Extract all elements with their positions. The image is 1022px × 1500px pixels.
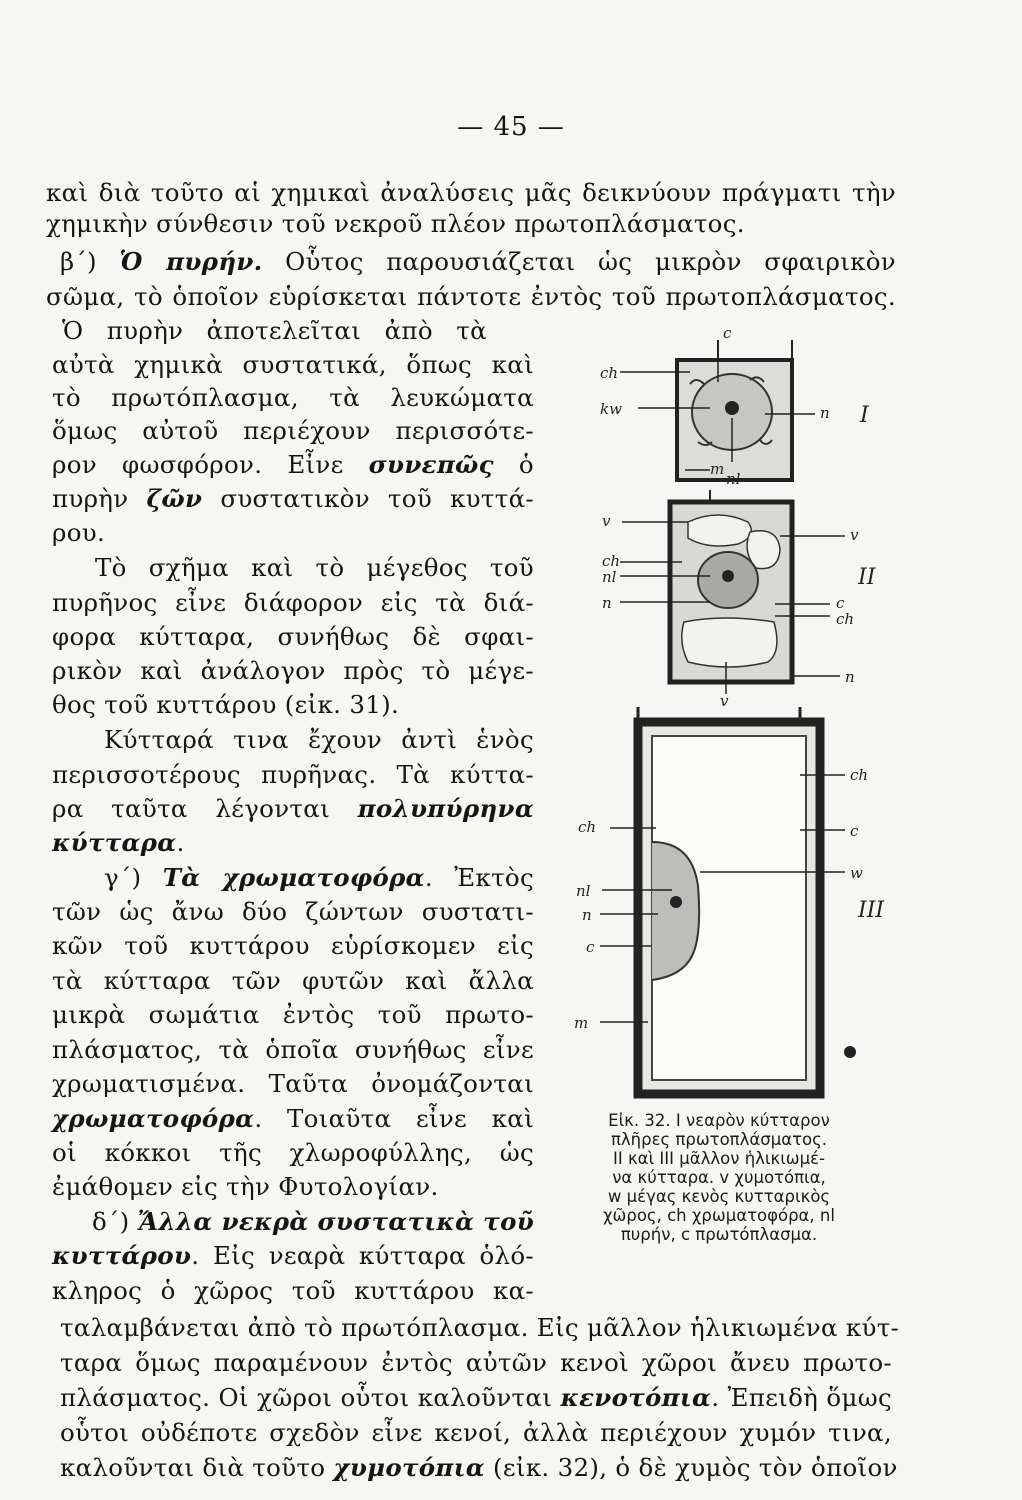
bold-term: κυττάρου [52, 1241, 192, 1270]
caption-line: πλῆρες πρωτοπλάσματος. [610, 1130, 828, 1149]
bold-term: πολυπύρηνα [357, 794, 534, 823]
text-line: οὗτοι οὐδέποτε σχεδὸν εἶνε κενοί, ἀλλὰ περιέχουν χυμόν τινα, [60, 1418, 892, 1447]
text-line: ρου. [52, 518, 106, 547]
caption-line: Εἰκ. 32. I νεαρὸν κύτταρον [608, 1111, 830, 1130]
text-line: ρικὸν καὶ ἀνάλογον πρὸς τὸ μέγε- [52, 656, 534, 685]
text-line: καὶ διὰ τοῦτο αἱ χημικαὶ ἀναλύσεις μᾶς δεικνύουν πράγματι τὴν [46, 178, 896, 207]
text-line: ὅμως αὐτοῦ περιέχουν περισσότε- [52, 416, 534, 445]
text-line: κυττάρου. Εἰς νεαρὰ κύτταρα ὁλό- [52, 1241, 534, 1270]
bold-term: κενοτόπια [560, 1383, 712, 1412]
nucleolus [722, 570, 734, 582]
text-line: χρωματοφόρα. Τοιαῦτα εἶνε καὶ [52, 1104, 534, 1133]
text-line: περισσοτέρους πυρῆνας. Τὰ κύττα- [52, 760, 534, 789]
text-line: σῶμα, τὸ ὁποῖον εὑρίσκεται πάντοτε ἐντὸς τοῦ πρωτοπλάσματος. [46, 282, 896, 311]
label-m: m [574, 1014, 589, 1032]
text-line: Τὸ σχῆμα καὶ τὸ μέγεθος τοῦ [95, 553, 534, 582]
label-n: n [820, 404, 830, 422]
label-roman-II: II [858, 565, 876, 590]
text-line: ἐμάθομεν εἰς τὴν Φυτολογίαν. [52, 1172, 439, 1201]
heading-rest: Οὗτος παρουσιάζεται ὡς μικρὸν σφαιρικὸν [262, 247, 896, 276]
cell-diagram [560, 322, 890, 1112]
heading-title: Ὁ πυρήν. [119, 247, 263, 276]
bold-term: Ἄλλα νεκρὰ συστατικὰ τοῦ [137, 1207, 535, 1236]
text-line: ταλαμβάνεται ἀπὸ τὸ πρωτόπλασμα. Εἰς μᾶλλον ἡλικιωμένα κύτ- [60, 1313, 900, 1342]
text-line: πυρὴν ζῶν συστατικὸν τοῦ κυττά- [52, 484, 535, 513]
label-c: c [586, 938, 595, 956]
label-m: m [710, 460, 725, 478]
text-line: Κύτταρά τινα ἔχουν ἀντὶ ἑνὸς [104, 725, 534, 754]
text-line: θος τοῦ κυττάρου (εἰκ. 31). [52, 690, 400, 719]
label-n: n [845, 668, 855, 686]
label-nl: nl [576, 882, 591, 900]
section-heading-b [60, 247, 896, 277]
label-ch: ch [602, 552, 621, 570]
label-ch: ch [600, 364, 619, 382]
bold-term: Τὰ χρωματοφόρα [162, 863, 425, 892]
text-line: κληρος ὁ χῶρος τοῦ κυττάρου κα- [52, 1276, 534, 1305]
bold-term: χρωματοφόρα [52, 1104, 255, 1133]
caption-line: w μέγας κενὸς κυτταρικὸς [607, 1187, 831, 1206]
text-line: κῶν τοῦ κυττάρου εὑρίσκομεν εἰς [52, 931, 534, 960]
figure-caption [558, 1111, 880, 1244]
nucleolus [725, 401, 739, 415]
text-line: πλάσματος, τὰ ὁποῖα συνήθως εἶνε [52, 1035, 534, 1064]
label-ch: ch [578, 818, 597, 836]
text-line: ταρα ὅμως παραμένουν ἐντὸς αὐτῶν κενοὶ χῶροι ἄνευ πρωτο- [60, 1348, 892, 1377]
label-v: v [720, 692, 729, 710]
bold-term: ζῶν [146, 484, 203, 513]
section-heading-g: γ΄) Τὰ χρωματοφόρα. Ἐκτὸς [104, 863, 534, 892]
bold-term: χυμοτόπια [333, 1453, 485, 1482]
label-w: w [850, 864, 863, 882]
label-ch: ch [850, 766, 869, 784]
text-line: τὰ κύτταρα τῶν φυτῶν καὶ ἄλλα [52, 966, 534, 995]
label-v: v [850, 526, 859, 544]
label-c: c [723, 324, 732, 342]
text-line: χρωματισμένα. Ταῦτα ὀνομάζονται [52, 1069, 534, 1098]
label-nl: nl [602, 568, 617, 586]
caption-line: πυρήν, c πρωτόπλασμα. [620, 1225, 818, 1244]
text-line: καλοῦνται διὰ τοῦτο χυμοτόπια (εἰκ. 32), ὁ δὲ χυμὸς τὸν ὁποῖον [60, 1453, 898, 1482]
nucleolus [670, 896, 682, 908]
label-c: c [836, 594, 845, 612]
text-line: οἱ κόκκοι τῆς χλωροφύλλης, ὡς [52, 1138, 534, 1167]
figure-32 [560, 322, 890, 1112]
page-number: — 45 — [457, 112, 565, 142]
text-line: κύτταρα. [52, 828, 185, 857]
caption-line: χῶρος, ch χρωματοφόρα, nl [603, 1206, 835, 1225]
cell-I [600, 324, 870, 488]
text-line: Ὁ πυρὴν ἀποτελεῖται ἀπὸ τὰ [62, 316, 487, 345]
text-line: ρον φωσφόρον. Εἶνε συνεπῶς ὁ [52, 450, 534, 479]
text-line: χημικὴν σύνθεσιν τοῦ νεκροῦ πλέον πρωτοπλάσματος. [46, 209, 745, 238]
section-heading-d: δ΄) Ἄλλα νεκρὰ συστατικὰ τοῦ [92, 1207, 535, 1236]
bold-term: συνεπῶς [368, 450, 494, 479]
text-line: πυρῆνος εἶνε διάφορον εἰς τὰ διά- [52, 588, 534, 617]
label-n: n [602, 594, 612, 612]
caption-line: II καὶ III μᾶλλον ἡλικιωμέ- [612, 1149, 825, 1168]
cell-III [574, 707, 885, 1094]
heading-prefix: β΄) [60, 247, 120, 276]
cell-II [602, 490, 877, 710]
label-roman-III: III [858, 898, 885, 923]
text-line: ρα ταῦτα λέγονται πολυπύρηνα [52, 794, 534, 823]
label-v: v [602, 512, 611, 530]
label-kw: kw [600, 400, 622, 418]
label-c: c [850, 822, 859, 840]
text-line: τὸ πρωτόπλασμα, τὰ λευκώματα [52, 383, 534, 412]
label-ch: ch [836, 610, 855, 628]
text-line: πλάσματος. Οἱ χῶροι οὗτοι καλοῦνται κενοτόπια. Ἐπειδὴ ὅμως [60, 1383, 892, 1412]
text-line: αὐτὰ χημικὰ συστατικά, ὅπως καὶ [52, 350, 534, 379]
text-line: μικρὰ σωμάτια ἐντὸς τοῦ πρωτο- [52, 1000, 534, 1029]
label-nl: nl [726, 470, 741, 488]
bold-term: κύτταρα [52, 828, 177, 857]
caption-line: να κύτταρα. v χυμοτόπια, [612, 1168, 826, 1187]
label-n: n [582, 906, 592, 924]
text-line: φορα κύτταρα, συνήθως δὲ σφαι- [52, 622, 534, 651]
text-line: τῶν ὡς ἄνω δύο ζώντων συστατι- [52, 897, 534, 926]
label-roman-I: I [860, 403, 869, 428]
